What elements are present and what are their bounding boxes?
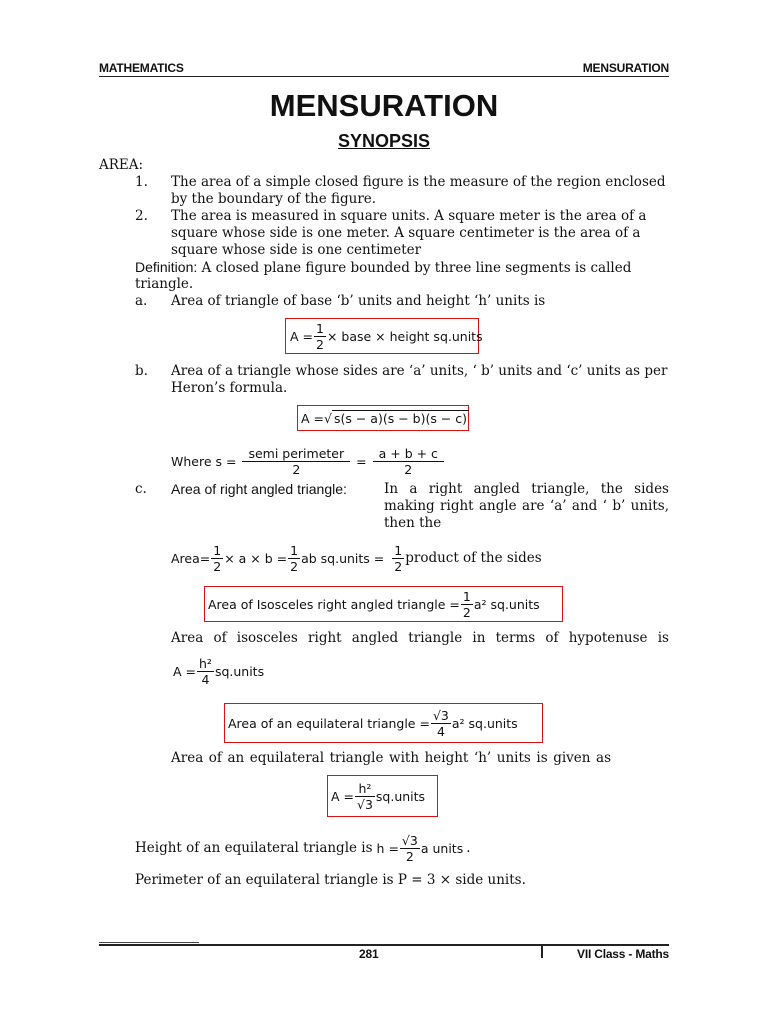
formula-hyp-lhs: A = bbox=[173, 663, 196, 679]
item-c-label: Area of right angled triangle: bbox=[171, 481, 347, 497]
item-a-text: Area of triangle of base ‘b’ units and height ‘h’ units is bbox=[171, 293, 546, 309]
definition bbox=[135, 259, 631, 277]
area-heading: AREA: bbox=[99, 157, 144, 173]
footer-rule-thin bbox=[99, 942, 199, 943]
height-formula-line bbox=[135, 828, 471, 868]
formula-iso-num: 1 bbox=[462, 588, 471, 604]
formula-eh-lhs: A = bbox=[331, 788, 354, 804]
area-right-n1: 1 bbox=[213, 542, 222, 558]
area-right-fraction-3 bbox=[392, 543, 404, 574]
area-right-n3: 1 bbox=[394, 542, 403, 558]
point-2-line-3: square whose side is one centimeter bbox=[171, 242, 422, 258]
formula-a-fraction bbox=[314, 321, 326, 352]
item-b-line-1: Area of a triangle whose sides are ‘a’ units, ‘ b’ units and ‘c’ units as per bbox=[171, 363, 668, 379]
area-right-tail: product of the sides bbox=[405, 550, 542, 566]
where-s-den-1: 2 bbox=[292, 461, 301, 477]
page-subtitle bbox=[0, 131, 768, 152]
point-1-line-1: The area of a simple closed figure is the measure of the region enclosed bbox=[171, 174, 666, 190]
formula-equilateral bbox=[224, 703, 543, 743]
formula-eh-rhs: sq.units bbox=[375, 788, 426, 804]
point-2-line-1: The area is measured in square units. A square meter is the area of a bbox=[171, 208, 647, 224]
sqrt-symbol: √ bbox=[324, 410, 332, 426]
point-1-number: 1. bbox=[135, 174, 148, 190]
height-rhs: a units bbox=[420, 840, 464, 856]
formula-eh-num: h² bbox=[355, 781, 375, 797]
header-divider bbox=[99, 76, 669, 77]
item-b-number: b. bbox=[135, 363, 148, 379]
point-2-number: 2. bbox=[135, 208, 148, 224]
area-right-eq: = bbox=[199, 550, 211, 566]
height-num: √3 bbox=[401, 832, 418, 848]
area-right-fraction-2 bbox=[288, 543, 300, 574]
page-title: MENSURATION bbox=[269, 88, 499, 123]
formula-b-radicand: s(s − a)(s − b)(s − c) bbox=[333, 411, 468, 426]
area-right-mid-1: × a × b = bbox=[224, 550, 288, 566]
subtitle-text: SYNOPSIS bbox=[337, 131, 431, 151]
where-s-num-2: a + b + c bbox=[373, 446, 444, 462]
point-1-line-2: by the boundary of the figure. bbox=[171, 191, 377, 207]
page-number: 281 bbox=[359, 947, 379, 961]
formula-herons bbox=[297, 405, 469, 431]
header-chapter: MENSURATION bbox=[582, 61, 669, 75]
header-subject: MATHEMATICS bbox=[99, 61, 184, 75]
formula-hyp-num: h² bbox=[199, 655, 212, 671]
where-s-fraction-2 bbox=[373, 446, 444, 477]
item-a-number: a. bbox=[135, 293, 148, 309]
item-b-line-2: Heron’s formula. bbox=[171, 380, 288, 396]
formula-equi-fraction bbox=[431, 708, 451, 739]
formula-eh-den: √3 bbox=[357, 796, 373, 812]
formula-equi-lhs: Area of an equilateral triangle = bbox=[228, 715, 430, 731]
area-right-d2: 2 bbox=[290, 558, 299, 574]
hypotenuse-text: Area of isosceles right angled triangle in terms of hypotenuse is bbox=[171, 630, 669, 646]
definition-text-2: triangle. bbox=[135, 276, 194, 292]
formula-triangle-area bbox=[285, 318, 483, 354]
where-s-equals: = bbox=[356, 453, 367, 469]
area-right-triangle-formula bbox=[171, 538, 542, 578]
area-right-label: Area bbox=[171, 550, 200, 566]
formula-a-rhs: × base × height sq.units bbox=[326, 328, 483, 344]
formula-a-num: 1 bbox=[316, 320, 324, 336]
formula-iso-lhs: Area of Isosceles right angled triangle = bbox=[208, 596, 460, 612]
equilateral-height-text: Area of an equilateral triangle with height ‘h’ units is given as bbox=[171, 750, 611, 766]
formula-hyp-den: 4 bbox=[201, 671, 210, 687]
item-c-number: c. bbox=[135, 481, 147, 497]
where-s-fraction-1 bbox=[242, 446, 350, 477]
height-fraction bbox=[400, 833, 420, 864]
formula-iso-rhs: a² sq.units bbox=[473, 596, 540, 612]
item-c-line-2: making right angle are ‘a’ and ‘ b’ units, bbox=[384, 498, 669, 514]
semi-perimeter-formula bbox=[171, 442, 450, 480]
where-s-num-1: semi perimeter bbox=[242, 446, 350, 462]
formula-hypotenuse bbox=[173, 652, 264, 690]
formula-a-lhs: A = bbox=[290, 328, 313, 344]
formula-iso-fraction bbox=[461, 589, 473, 620]
point-2-line-2: square whose side is one meter. A square centimeter is the area of a bbox=[171, 225, 641, 241]
area-right-d3: 2 bbox=[394, 558, 403, 574]
formula-isosceles bbox=[204, 586, 563, 622]
formula-equi-num: √3 bbox=[432, 707, 449, 723]
height-end: . bbox=[466, 839, 471, 856]
definition-label: Definition: bbox=[135, 259, 198, 275]
where-s-den-2: 2 bbox=[404, 461, 413, 477]
where-s-label: Where s = bbox=[171, 453, 237, 469]
formula-hyp-rhs: sq.units bbox=[214, 663, 265, 679]
height-lhs: h = bbox=[376, 840, 399, 856]
formula-eh-fraction bbox=[355, 781, 375, 812]
formula-equilateral-height bbox=[327, 775, 438, 817]
footer-separator bbox=[541, 944, 543, 958]
area-right-n2: 1 bbox=[290, 542, 299, 558]
height-den: 2 bbox=[405, 848, 414, 864]
area-right-mid-2: ab sq.units = bbox=[301, 550, 385, 566]
formula-equi-rhs: a² sq.units bbox=[451, 715, 518, 731]
area-right-fraction-1 bbox=[211, 543, 223, 574]
definition-text: A closed plane figure bounded by three line segments is called bbox=[197, 260, 632, 276]
formula-b-lhs: A = bbox=[301, 410, 324, 426]
formula-equi-den: 4 bbox=[436, 723, 445, 739]
area-right-d1: 2 bbox=[213, 558, 222, 574]
formula-a-den: 2 bbox=[316, 336, 324, 352]
item-c-line-1: In a right angled triangle, the sides bbox=[384, 481, 669, 497]
formula-iso-den: 2 bbox=[462, 604, 471, 620]
formula-hyp-fraction bbox=[197, 656, 214, 687]
footer-class-label: VII Class - Maths bbox=[577, 947, 669, 961]
perimeter-text: Perimeter of an equilateral triangle is P = 3 × side units. bbox=[135, 872, 526, 888]
footer-rule bbox=[99, 944, 669, 946]
item-c-line-3: then the bbox=[384, 515, 442, 531]
height-text: Height of an equilateral triangle is bbox=[135, 839, 373, 856]
